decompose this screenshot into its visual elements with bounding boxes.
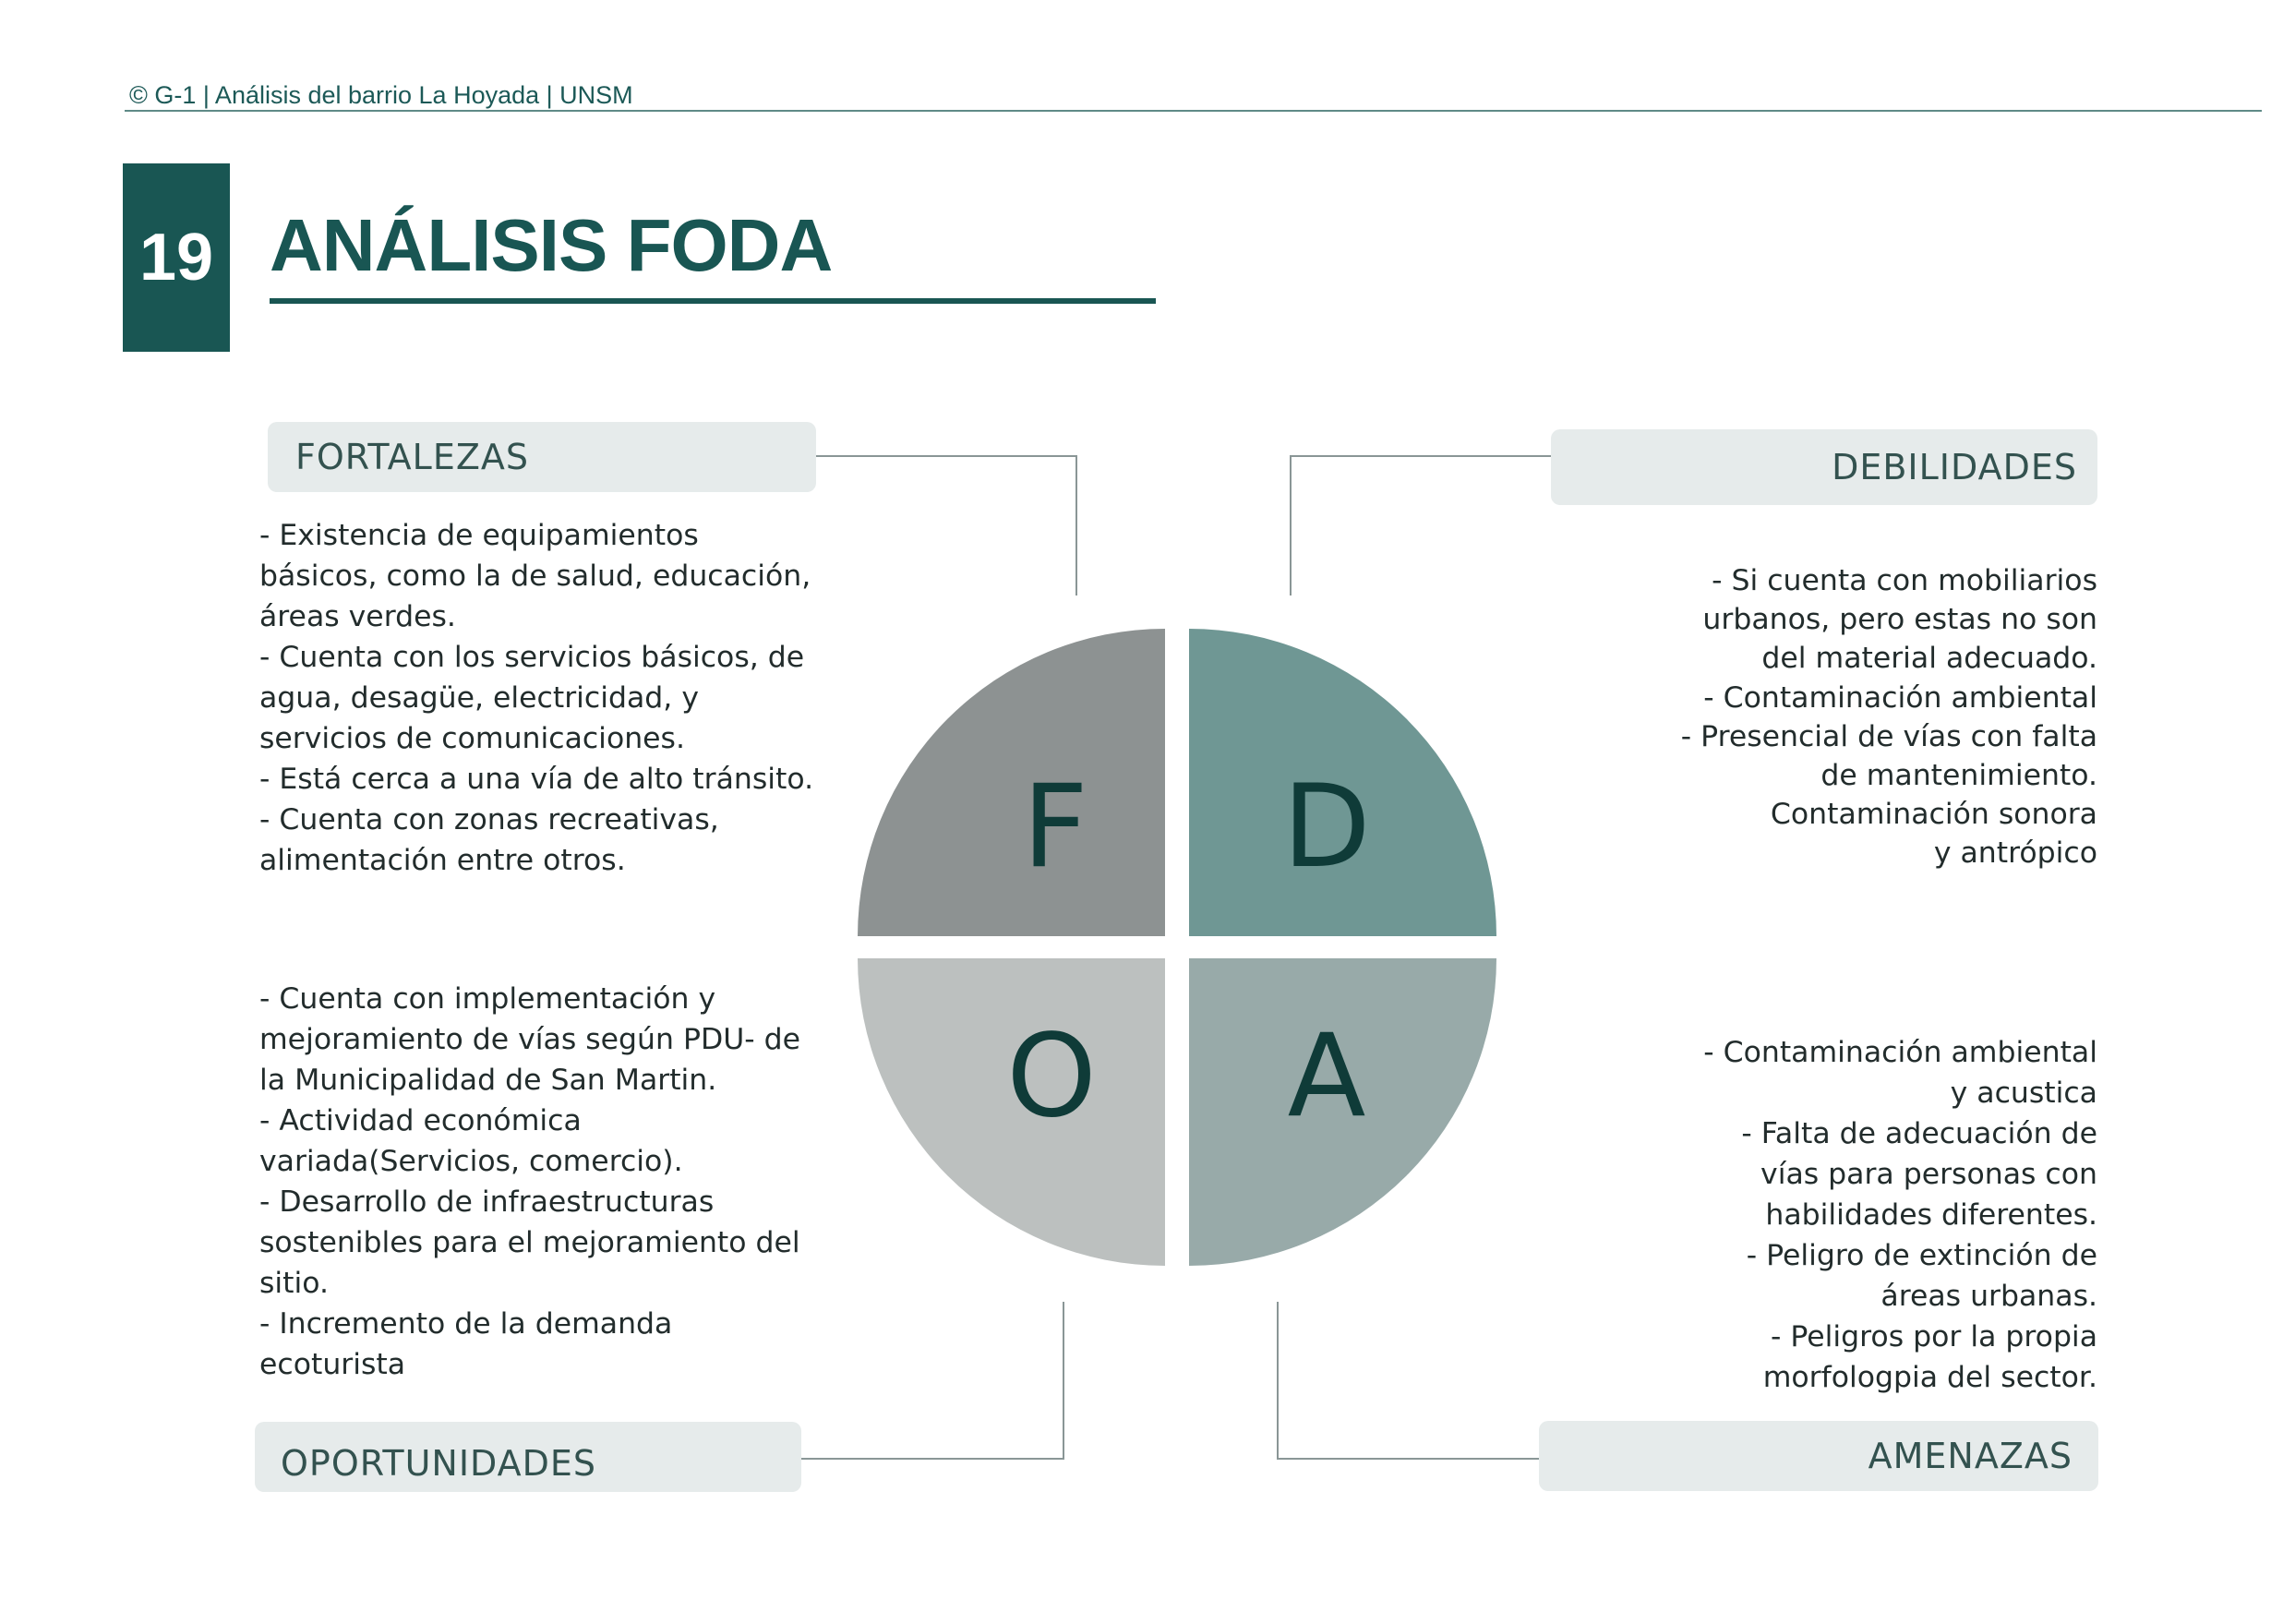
text-line: agua, desagüe, electricidad, y (259, 681, 699, 715)
text-line: - Peligro de extinción de (1746, 1239, 2097, 1272)
text-line: vías para personas con (1760, 1158, 2097, 1191)
letter-d: D (1282, 761, 1371, 894)
text-line: - Contaminación ambiental (1703, 680, 2097, 715)
text-line: Contaminación sonora (1770, 798, 2097, 832)
page-title: ANÁLISIS FODA (270, 204, 833, 286)
text-line: - Cuenta con implementación y (259, 982, 716, 1016)
text-line: básicos, como la de salud, educación, (259, 559, 811, 593)
text-line: - Está cerca a una vía de alto tránsito. (259, 763, 814, 796)
text-line: urbanos, pero estas no son (1702, 603, 2097, 637)
header-text: © G-1 | Análisis del barrio La Hoyada | UNSM (129, 81, 633, 109)
page-number: 19 (123, 163, 230, 352)
text-line: ecoturista (259, 1348, 406, 1381)
text-line: habilidades diferentes. (1765, 1198, 2097, 1232)
text-line: sitio. (259, 1267, 329, 1300)
text-line: - Desarrollo de infraestructuras (259, 1185, 715, 1219)
label-amenazas: AMENAZAS (1539, 1421, 2098, 1491)
text-line: alimentación entre otros. (259, 844, 626, 877)
letter-a: A (1287, 1010, 1366, 1143)
text-line: - Cuenta con los servicios básicos, de (259, 641, 805, 674)
text-line: - Peligros por la propia (1771, 1320, 2097, 1353)
letter-o: O (1006, 1010, 1097, 1143)
text-line: sostenibles para el mejoramiento del (259, 1226, 800, 1259)
text-line: y antrópico (1933, 836, 2097, 871)
text-line: del material adecuado. (1761, 642, 2097, 676)
text-line: - Incremento de la demanda (259, 1307, 673, 1341)
text-line: - Contaminación ambiental (1703, 1036, 2097, 1069)
text-line: - Falta de adecuación de (1741, 1117, 2097, 1150)
text-line: - Si cuenta con mobiliarios (1712, 564, 2097, 597)
text-line: - Cuenta con zonas recreativas, (259, 803, 719, 836)
text-line: morfologpia del sector. (1762, 1361, 2097, 1394)
label-fortalezas: FORTALEZAS (268, 422, 816, 492)
text-line: - Actividad económica (259, 1104, 582, 1137)
quadrant-fortalezas (858, 629, 1165, 936)
text-line: áreas urbanas. (1880, 1280, 2097, 1313)
label-debilidades: DEBILIDADES (1551, 429, 2097, 505)
text-line: - Presencial de vías con falta (1680, 719, 2097, 753)
text-line: la Municipalidad de San Martin. (259, 1064, 717, 1097)
text-line: mejoramiento de vías según PDU- de (259, 1023, 801, 1056)
letter-f: F (1022, 761, 1088, 894)
text-line: áreas verdes. (259, 600, 456, 633)
label-oportunidades: OPORTUNIDADES (255, 1422, 801, 1492)
text-line: y acustica (1950, 1077, 2097, 1110)
text-line: servicios de comunicaciones. (259, 722, 685, 755)
text-line: - Existencia de equipamientos (259, 519, 699, 552)
text-line: variada(Servicios, comercio). (259, 1145, 683, 1178)
text-line: de mantenimiento. (1820, 759, 2097, 793)
